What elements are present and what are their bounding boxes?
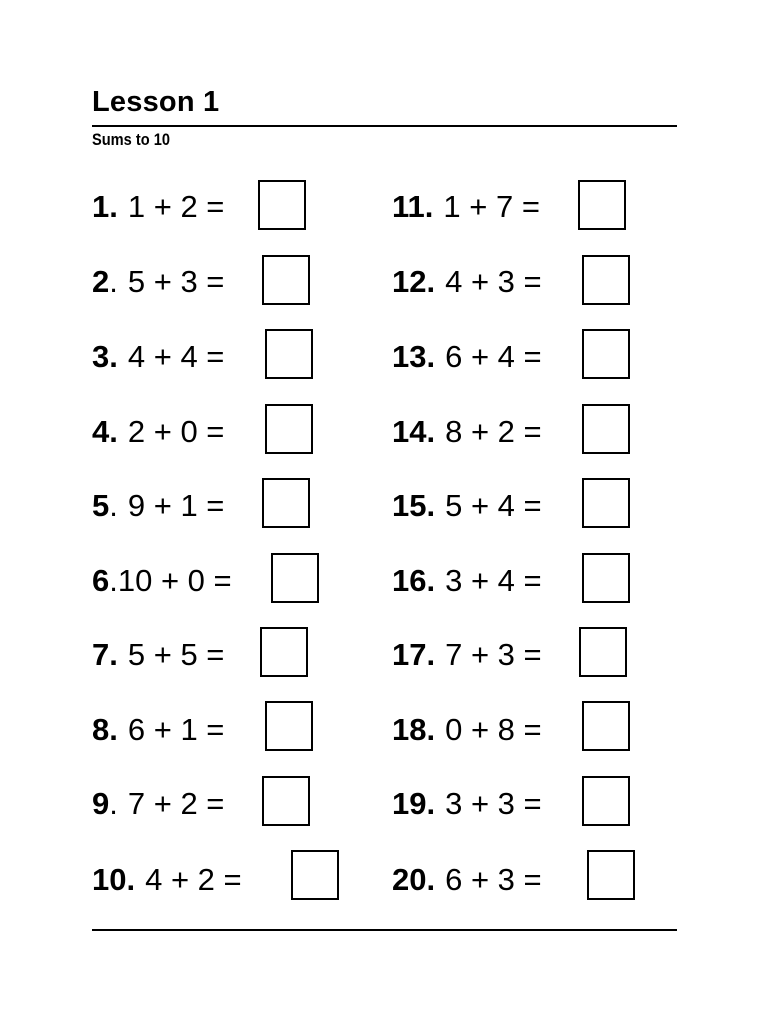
footer-divider (92, 929, 677, 931)
problem-expression: 1 + 2 = (127, 189, 225, 224)
problem-18: 18 . 0 + 8 = (392, 712, 542, 747)
problem-number: 9 (92, 786, 110, 821)
problem-number: 14 (392, 414, 427, 449)
problem-expression: 4 + 4 = (127, 339, 225, 374)
answer-box-6[interactable] (271, 553, 319, 603)
problem-2: 2 . 5 + 3 = (92, 264, 225, 299)
problem-7: 7 . 5 + 5 = (92, 637, 225, 672)
answer-box-20[interactable] (587, 850, 635, 900)
problem-expression: 7 + 3 = (445, 637, 542, 672)
answer-box-9[interactable] (262, 776, 310, 826)
problem-expression: 5 + 5 = (127, 637, 225, 672)
problem-expression: 7 + 2 = (127, 786, 225, 821)
problem-number: 11 (392, 189, 425, 224)
problem-expression: 3 + 3 = (445, 786, 542, 821)
problem-number: 5 (92, 488, 110, 523)
problem-expression: 0 + 8 = (445, 712, 542, 747)
answer-box-11[interactable] (578, 180, 626, 230)
problem-number: 13 (392, 339, 427, 374)
problem-8: 8 . 6 + 1 = (92, 712, 225, 747)
problem-number: 8 (92, 712, 110, 747)
answer-box-8[interactable] (265, 701, 313, 751)
problem-number: 3 (92, 339, 110, 374)
problem-expression: 9 + 1 = (127, 488, 225, 523)
problem-expression: 5 + 4 = (445, 488, 542, 523)
answer-box-13[interactable] (582, 329, 630, 379)
problem-19: 19 . 3 + 3 = (392, 786, 542, 821)
lesson-title: Lesson 1 (92, 86, 220, 118)
problem-expression: 5 + 3 = (127, 264, 225, 299)
problem-number: 19 (392, 786, 427, 821)
answer-box-15[interactable] (582, 478, 630, 528)
answer-box-3[interactable] (265, 329, 313, 379)
problem-expression: 6 + 1 = (127, 712, 225, 747)
answer-box-7[interactable] (260, 627, 308, 677)
problem-expression: 6 + 4 = (445, 339, 542, 374)
problem-4: 4 . 2 + 0 = (92, 414, 225, 449)
problem-number: 1 (92, 189, 110, 224)
answer-box-16[interactable] (582, 553, 630, 603)
answer-box-5[interactable] (262, 478, 310, 528)
problem-6: 6 . 10 + 0 = (92, 563, 232, 598)
answer-box-2[interactable] (262, 255, 310, 305)
problem-number: 17 (392, 637, 427, 672)
lesson-subtitle: Sums to 10 (92, 130, 171, 149)
problem-3: 3 . 4 + 4 = (92, 339, 225, 374)
problem-number: 18 (392, 712, 427, 747)
problem-expression: 10 + 0 = (117, 563, 232, 598)
problem-12: 12 . 4 + 3 = (392, 264, 542, 299)
problem-number: 16 (392, 563, 427, 598)
problem-13: 13 . 6 + 4 = (392, 339, 542, 374)
problem-number: 12 (392, 264, 427, 299)
problem-number: 6 (92, 563, 110, 598)
problem-expression: 8 + 2 = (445, 414, 542, 449)
problem-expression: 6 + 3 = (445, 862, 542, 897)
problem-expression: 2 + 0 = (127, 414, 225, 449)
problem-number: 7 (92, 637, 110, 672)
problem-17: 17 . 7 + 3 = (392, 637, 542, 672)
problem-expression: 1 + 7 = (443, 189, 540, 224)
problem-expression: 4 + 3 = (445, 264, 542, 299)
title-divider (92, 125, 677, 127)
problem-expression: 4 + 2 = (145, 862, 242, 897)
problem-15: 15 . 5 + 4 = (392, 488, 542, 523)
problem-number: 10 (92, 862, 127, 897)
answer-box-18[interactable] (582, 701, 630, 751)
problem-14: 14 . 8 + 2 = (392, 414, 542, 449)
answer-box-1[interactable] (258, 180, 306, 230)
problem-number: 15 (392, 488, 427, 523)
problem-number: 20 (392, 862, 427, 897)
problem-16: 16 . 3 + 4 = (392, 563, 542, 598)
answer-box-17[interactable] (579, 627, 627, 677)
answer-box-14[interactable] (582, 404, 630, 454)
problem-11: 11 . 1 + 7 = (392, 189, 540, 224)
answer-box-10[interactable] (291, 850, 339, 900)
problem-expression: 3 + 4 = (445, 563, 542, 598)
answer-box-12[interactable] (582, 255, 630, 305)
problem-9: 9 . 7 + 2 = (92, 786, 225, 821)
answer-box-4[interactable] (265, 404, 313, 454)
problem-5: 5 . 9 + 1 = (92, 488, 225, 523)
answer-box-19[interactable] (582, 776, 630, 826)
problem-1: 1 . 1 + 2 = (92, 189, 225, 224)
problem-10: 10 . 4 + 2 = (92, 862, 242, 897)
problem-20: 20 . 6 + 3 = (392, 862, 542, 897)
problem-number: 4 (92, 414, 110, 449)
problem-number: 2 (92, 264, 110, 299)
